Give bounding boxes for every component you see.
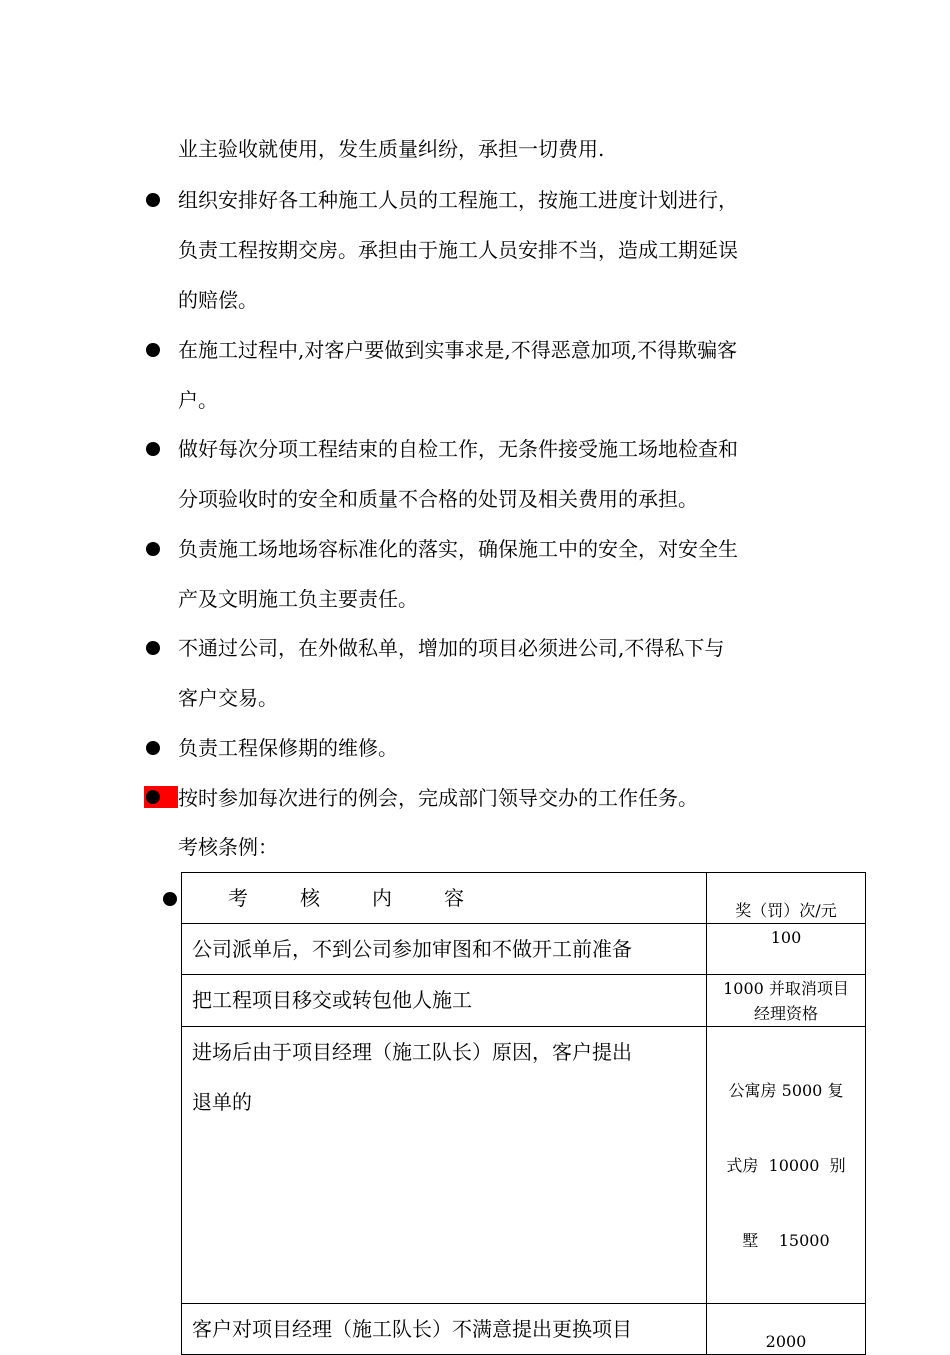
bullet-icon	[163, 892, 177, 906]
paragraph-line: 组织安排好各工种施工人员的工程施工，按施工进度计划进行，	[178, 188, 738, 212]
table-cell	[707, 924, 866, 975]
content-line: 把工程项目移交或转包他人施工	[192, 988, 472, 1012]
paragraph-line: 业主验收就使用，发生质量纠纷，承担一切费用.	[178, 137, 605, 161]
bullet-icon	[146, 193, 160, 207]
table-row	[182, 975, 866, 1027]
table-cell	[182, 924, 707, 975]
table-cell	[707, 1027, 866, 1304]
table-cell	[182, 1027, 707, 1304]
content-line: 客户对项目经理（施工队长）不满意提出更换项目	[192, 1317, 632, 1341]
content-line: 退单的	[192, 1090, 252, 1114]
paragraph-line: 负责施工场地场容标准化的落实，确保施工中的安全，对安全生	[178, 537, 738, 561]
bullet-icon	[146, 343, 160, 357]
assessment-table	[181, 872, 866, 1355]
table-cell	[182, 975, 707, 1027]
paragraph-line: 负责工程按期交房。承担由于施工人员安排不当，造成工期延误	[178, 238, 738, 262]
paragraph-line: 客户交易。	[178, 686, 278, 710]
bullet-icon	[146, 442, 160, 456]
bullet-icon	[146, 542, 160, 556]
table-row	[182, 1027, 866, 1304]
reward-line: 经理资格	[753, 1004, 818, 1023]
paragraph-line: 负责工程保修期的维修。	[178, 736, 398, 760]
paragraph-line: 不通过公司，在外做私单，增加的项目必须进公司,不得私下与	[178, 636, 725, 660]
table-header-row	[182, 873, 866, 924]
reward-line: 公寓房 5000 复	[728, 1081, 844, 1100]
highlighted-bullet	[144, 786, 178, 808]
content-line: 公司派单后，不到公司参加审图和不做开工前准备	[192, 937, 632, 961]
content-line: 进场后由于项目经理（施工队长）原因，客户提出	[192, 1040, 632, 1064]
table-cell	[707, 1304, 866, 1355]
paragraph-line: 在施工过程中,对客户要做到实事求是,不得恶意加项,不得欺骗客	[178, 338, 738, 362]
reward-line: 2000	[765, 1332, 807, 1351]
header-reward-label: 奖（罚）次/元	[735, 901, 837, 920]
paragraph-line: 户。	[178, 388, 218, 412]
table-header-cell	[182, 873, 707, 924]
bullet-icon	[146, 741, 160, 755]
header-content-label: 考核内容	[228, 886, 516, 910]
table-header-cell	[707, 873, 866, 924]
reward-line: 墅 15000	[742, 1231, 830, 1250]
paragraph-line: 做好每次分项工程结束的自检工作，无条件接受施工场地检查和	[178, 437, 738, 461]
bullet-icon	[146, 790, 160, 804]
table-cell	[707, 975, 866, 1027]
paragraph-line: 产及文明施工负主要责任。	[178, 587, 418, 611]
paragraph-line: 分项验收时的安全和质量不合格的处罚及相关费用的承担。	[178, 487, 698, 511]
paragraph-line: 的赔偿。	[178, 288, 258, 312]
paragraph-line: 按时参加每次进行的例会，完成部门领导交办的工作任务。	[178, 786, 698, 810]
table-row	[182, 924, 866, 975]
table-cell	[182, 1304, 707, 1355]
bullet-icon	[146, 641, 160, 655]
reward-line: 100	[770, 928, 802, 947]
reward-line: 式房 10000 别	[726, 1156, 846, 1175]
table-row	[182, 1304, 866, 1355]
section-heading: 考核条例：	[178, 835, 278, 859]
reward-line: 1000 并取消项目	[723, 979, 849, 998]
